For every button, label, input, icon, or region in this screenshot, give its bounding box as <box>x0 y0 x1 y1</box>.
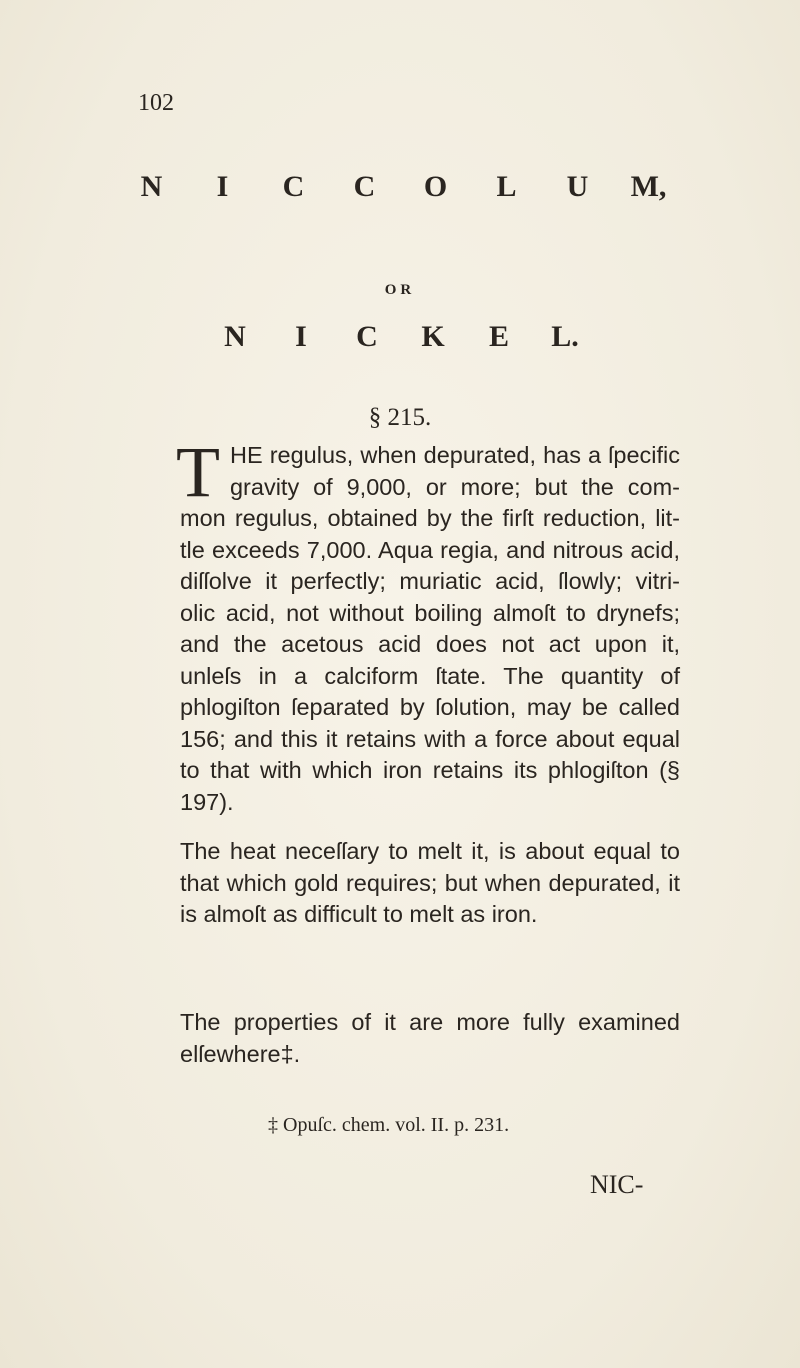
paragraph-2: The heat neceſſary to melt it, is about equal to that which gold requires; but when depurated, it is almoſt as difficult to melt as iron. <box>180 838 680 927</box>
title-letter: L <box>496 170 517 203</box>
title-letter: C <box>356 320 378 353</box>
title-letter: O <box>423 170 448 203</box>
paragraph-3: The properties of it are more fully examined elſewhere‡. <box>180 1009 680 1067</box>
title-letter: L. <box>551 320 579 353</box>
paragraph-1 <box>176 432 680 818</box>
section-number: § 215. <box>368 404 432 431</box>
title-letter: C <box>282 170 305 203</box>
drop-cap: T <box>176 432 220 512</box>
title-connector: OR <box>384 282 416 298</box>
title-nickel <box>0 320 800 354</box>
page-number: 102 <box>138 90 174 116</box>
title-letter: K <box>421 320 445 353</box>
title-letter: M, <box>630 170 667 203</box>
title-letter: I <box>216 170 229 203</box>
paragraph-1-text: HE regulus, when depurated, has a ſpecific gravity of 9,000, or more; but the com- mon regulus, obtained by the firſt reduction, lit- tle exceeds 7,000. Aqua regia, and nitrous acid, diſſolve it perfectly; muriatic acid, ſlowly; vitri- olic acid, not without boiling almoſt to drynefs; and the acetous acid does not act upon it, unleſs in a calciform ſtate. The quantity of phlogiſton ſeparated by ſolution, may be called 156; and this it retains with a force about equal to that with which iron retains its phlogiſton (§ 197). <box>180 442 680 815</box>
title-letter: I <box>295 320 307 353</box>
footnote: ‡ Opuſc. chem. vol. II. p. 231. <box>268 1114 510 1136</box>
title-letter: U <box>566 170 589 203</box>
title-niccolum <box>0 170 800 204</box>
title-letter: N <box>224 320 246 353</box>
catchword: NIC- <box>590 1170 644 1199</box>
title-letter: C <box>353 170 376 203</box>
title-letter: N <box>140 170 163 203</box>
title-letter: E <box>488 320 509 353</box>
